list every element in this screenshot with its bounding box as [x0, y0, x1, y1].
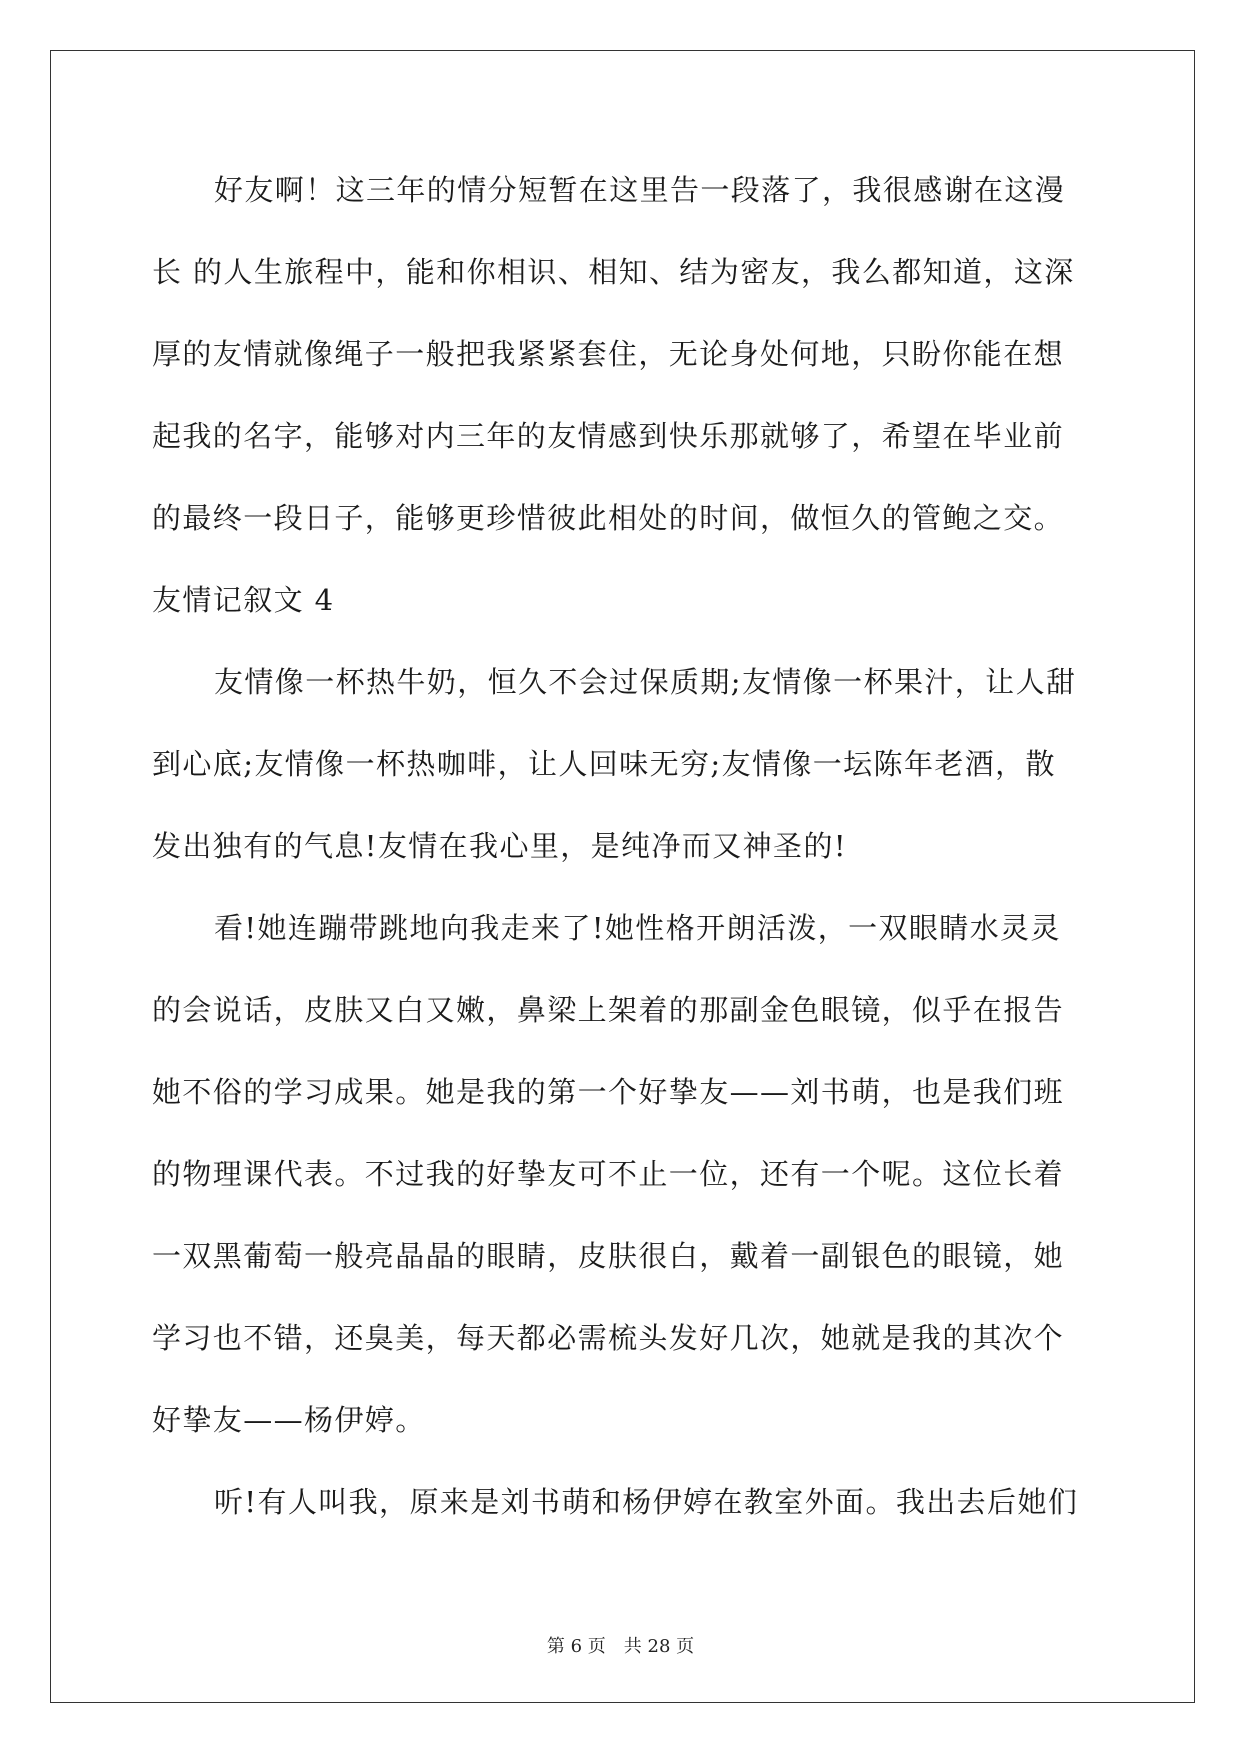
paragraph-line: 听!有人叫我，原来是刘书萌和杨伊婷在教室外面。我出去后她们 [214, 1485, 1079, 1519]
page-footer [0, 1632, 1241, 1658]
paragraph-line: 的最终一段日子，能够更珍惜彼此相处的时间，做恒久的管鲍之交。 [152, 501, 1065, 535]
section-heading: 友情记叙文 4 [152, 583, 335, 617]
page-number: 第 6 页 [546, 1636, 606, 1657]
paragraph-line: 学习也不错，还臭美，每天都必需梳头发好几次，她就是我的其次个 [152, 1321, 1065, 1355]
paragraph-line: 好挚友——杨伊婷。 [152, 1403, 426, 1437]
document-body [152, 160, 1092, 1554]
paragraph-line: 的会说话，皮肤又白又嫩，鼻梁上架着的那副金色眼镜，似乎在报告 [152, 993, 1065, 1027]
paragraph-line: 友情像一杯热牛奶，恒久不会过保质期;友情像一杯果汁，让人甜 [214, 665, 1077, 699]
paragraph-line: 的物理课代表。不过我的好挚友可不止一位，还有一个呢。这位长着 [152, 1157, 1065, 1191]
paragraph-line: 到心底;友情像一杯热咖啡，让人回味无穷;友情像一坛陈年老酒，散 [152, 747, 1056, 781]
paragraph-line: 一双黑葡萄一般亮晶晶的眼睛，皮肤很白，戴着一副银色的眼镜，她 [152, 1239, 1065, 1273]
paragraph-line: 发出独有的气息!友情在我心里，是纯净而又神圣的! [152, 829, 847, 863]
paragraph-line: 厚的友情就像绳子一般把我紧紧套住，无论身处何地，只盼你能在想 [152, 337, 1065, 371]
paragraph-line: 她不俗的学习成果。她是我的第一个好挚友——刘书萌，也是我们班 [152, 1075, 1065, 1109]
paragraph-line: 长 的人生旅程中，能和你相识、相知、结为密友，我么都知道，这深 [152, 255, 1075, 289]
paragraph-line: 看!她连蹦带跳地向我走来了!她性格开朗活泼，一双眼睛水灵灵 [214, 911, 1061, 945]
paragraph-line: 起我的名字，能够对内三年的友情感到快乐那就够了，希望在毕业前 [152, 419, 1065, 453]
page-total: 共 28 页 [623, 1636, 695, 1657]
paragraph-line: 好友啊！这三年的情分短暂在这里告一段落了，我很感谢在这漫 [214, 173, 1066, 207]
